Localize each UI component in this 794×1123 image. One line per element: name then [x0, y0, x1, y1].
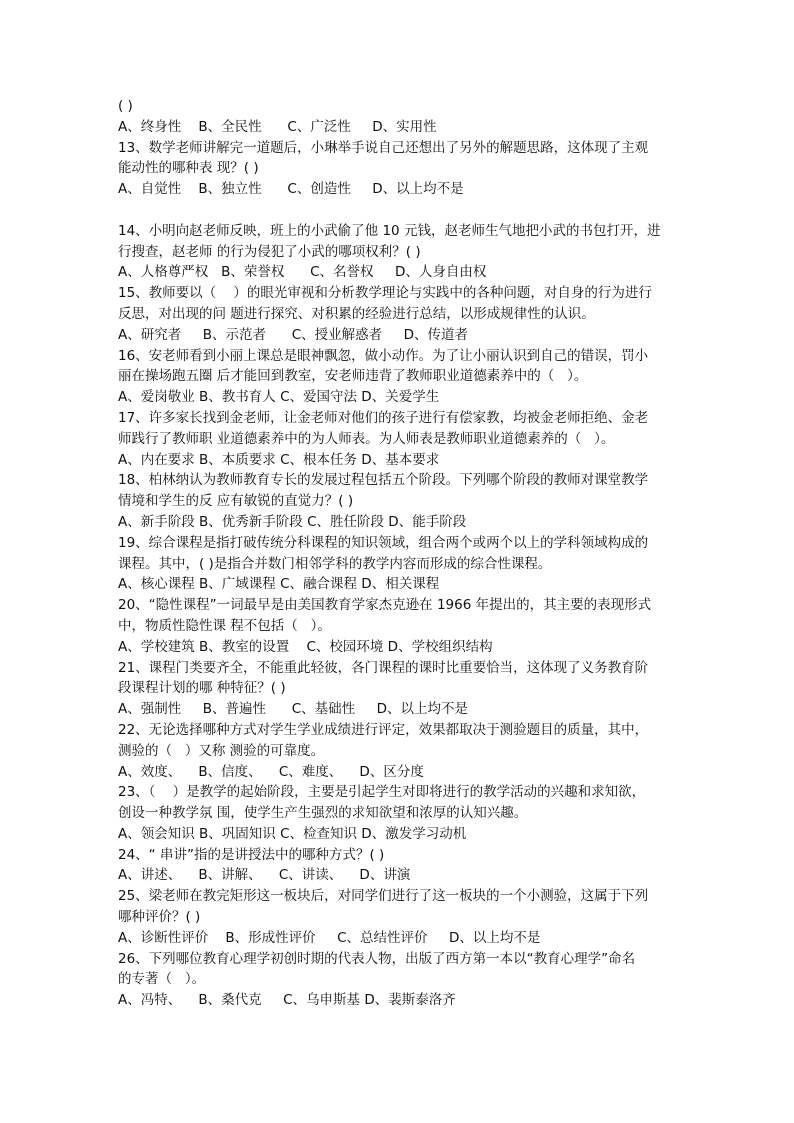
document-body: [118, 96, 678, 1011]
text-line: A、效度、 B、信度、 C、难度、 D、区分度: [118, 763, 424, 780]
text-line: 13、数学老师讲解完一道题后，小琳举手说自己还想出了另外的解题思路，这体现了主观: [118, 139, 649, 156]
text-line: 丽在操场跑五圈 后才能回到教室，安老师违背了教师职业道德素养中的（ ）。: [118, 368, 588, 385]
text-line: A、诊断性评价 B、形成性评价 C、总结性评价 D、以上均不是: [118, 929, 541, 946]
text-line: 的专著（ ）。: [118, 971, 206, 988]
text-line: 25、梁老师在教完矩形这一板块后，对同学们进行了这一板块的一个小测验，这属于下列: [118, 888, 649, 905]
blank-line: [118, 200, 678, 221]
text-line: 段课程计划的哪 种特征？( ): [118, 680, 286, 697]
text-line: 21、课程门类要齐全，不能重此轻彼，各门课程的课时比重要恰当，这体现了义务教育阶: [118, 659, 649, 676]
text-line: ( ): [118, 98, 133, 114]
text-line: 情境和学生的反 应有敏锐的直觉力？( ): [118, 493, 354, 510]
text-line: 22、无论选择哪种方式对学生学业成绩进行评定，效果都取决于测验题目的质量，其中，: [118, 721, 649, 738]
text-line: 中，物质性隐性课 程不包括（ ）。: [118, 617, 331, 634]
text-line: 哪种评价？( ): [118, 909, 201, 926]
text-line: 创设一种教学氛 围，使学生产生强烈的求知欲望和浓厚的认知兴趣。: [118, 805, 528, 822]
text-line: A、人格尊严权 B、荣誉权 C、名誉权 D、人身自由权: [118, 264, 487, 281]
text-line: A、终身性 B、全民性 C、广泛性 D、实用性: [118, 118, 437, 135]
text-line: 反思，对出现的问 题进行探究、对积累的经验进行总结，以形成规律性的认识。: [118, 305, 595, 322]
text-line: 行搜查，赵老师 的行为侵犯了小武的哪项权利？( ): [118, 243, 421, 260]
text-line: A、冯特、 B、桑代克 C、乌申斯基 D、裴斯泰洛齐: [118, 992, 456, 1009]
text-line: 15、教师要以（ ）的眼光审视和分析教学理论与实践中的各种问题，对自身的行为进行: [118, 285, 652, 302]
text-line: A、爱岗敬业 B、教书育人 C、爱国守法 D、关爱学生: [118, 389, 440, 406]
text-line: 24、“ 串讲”指的是讲授法中的哪种方式？( ): [118, 846, 385, 863]
text-line: A、领会知识 B、巩固知识 C、检查知识 D、激发学习动机: [118, 825, 467, 842]
text-line: A、内在要求 B、本质要求 C、根本任务 D、基本要求: [118, 451, 440, 468]
text-line: 能动性的哪种表 现？( ): [118, 160, 259, 177]
text-line: 18、柏林纳认为教师教育专长的发展过程包括五个阶段。下列哪个阶段的教师对课堂教学: [118, 472, 649, 489]
text-line: A、研究者 B、示范者 C、授业解惑者 D、传道者: [118, 326, 468, 343]
text-line: 14、小明向赵老师反映，班上的小武偷了他 10 元钱，赵老师生气地把小武的书包打开，进: [118, 222, 661, 239]
text-line: A、新手阶段 B、优秀新手阶段 C、胜任阶段 D、能手阶段: [118, 513, 467, 530]
text-line: A、讲述、 B、讲解、 C、讲读、 D、讲演: [118, 867, 411, 884]
text-line: 19、综合课程是指打破传统分科课程的知识领域，组合两个或两个以上的学科领域构成的: [118, 534, 649, 551]
text-line: 17、许多家长找到金老师，让金老师对他们的孩子进行有偿家教，均被金老师拒绝、金老: [118, 409, 649, 426]
text-line: A、学校建筑 B、教室的设置 C、校园环境 D、学校组织结构: [118, 638, 493, 655]
text-line: 师践行了教师职 业道德素养中的为人师表。为人师表是教师职业道德素养的（ ）。: [118, 430, 615, 447]
text-line: 20、“隐性课程”一词最早是由美国教育学家杰克逊在 1966 年提出的，其主要的表现形式: [118, 597, 652, 614]
text-line: A、自觉性 B、独立性 C、创造性 D、以上均不是: [118, 181, 464, 198]
text-line: 16、安老师看到小丽上课总是眼神飘忽，做小动作。为了让小丽认识到自己的错误，罚小: [118, 347, 649, 364]
text-line: 课程。其中，( )是指合并数门相邻学科的教学内容而形成的综合性课程。: [118, 555, 552, 572]
text-line: A、强制性 B、普遍性 C、基础性 D、以上均不是: [118, 701, 468, 718]
text-line: 26、下列哪位教育心理学初创时期的代表人物，出版了西方第一本以“教育心理学”命名: [118, 950, 636, 967]
text-line: 测验的（ ）又称 测验的可靠度。: [118, 742, 325, 759]
text-line: 23、（ ）是教学的起始阶段，主要是引起学生对即将进行的教学活动的兴趣和求知欲，: [118, 784, 646, 801]
text-line: A、核心课程 B、广域课程 C、融合课程 D、相关课程: [118, 576, 440, 593]
